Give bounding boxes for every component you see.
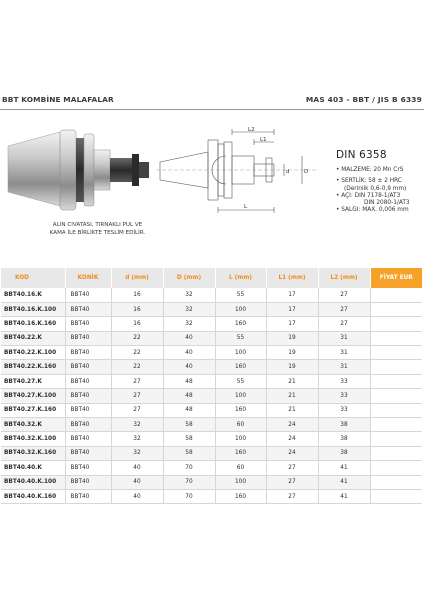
cell-fiyat <box>370 346 422 360</box>
cell-d: 22 <box>111 360 163 374</box>
tool-holder-illustration <box>0 128 156 212</box>
cell-d: 58 <box>163 418 215 432</box>
cell-d: 27 <box>111 403 163 417</box>
cell-d: 16 <box>111 302 163 316</box>
cell-l1: 27 <box>266 489 318 503</box>
catalog-header <box>0 95 424 109</box>
section-title: BBT KOMBİNE MALAFALAR <box>2 95 114 104</box>
cell-fiyat <box>370 432 422 446</box>
cell-l1: 27 <box>266 461 318 475</box>
cell-kod: BBT40.22.K <box>1 331 65 345</box>
cell-d: 32 <box>163 302 215 316</box>
cell-l: 60 <box>215 461 266 475</box>
cell-konik: BBT40 <box>65 317 111 331</box>
table-row <box>1 346 422 360</box>
cell-kod: BBT40.27.K.100 <box>1 389 65 403</box>
cell-l2: 31 <box>318 360 370 374</box>
cell-l1: 21 <box>266 389 318 403</box>
spec-block <box>336 149 424 215</box>
technical-drawing <box>156 126 334 216</box>
table-row <box>1 302 422 316</box>
cell-l: 60 <box>215 418 266 432</box>
cell-konik: BBT40 <box>65 403 111 417</box>
delivery-note <box>30 221 165 237</box>
cell-d: 32 <box>163 288 215 302</box>
spec-hardness: • SERTLİK: 58 ± 2 HRC <box>336 178 402 185</box>
cell-l: 160 <box>215 489 266 503</box>
table-row <box>1 389 422 403</box>
cell-l2: 41 <box>318 461 370 475</box>
cell-l1: 21 <box>266 374 318 388</box>
cell-l: 55 <box>215 331 266 345</box>
cell-l1: 24 <box>266 446 318 460</box>
spec-hardness-depth: (Derinlik 0,6-0,9 mm) <box>344 185 407 192</box>
cell-d: 22 <box>111 331 163 345</box>
cell-konik: BBT40 <box>65 346 111 360</box>
cell-l1: 24 <box>266 432 318 446</box>
table-row <box>1 489 422 503</box>
cell-fiyat <box>370 403 422 417</box>
cell-l2: 38 <box>318 418 370 432</box>
cell-konik: BBT40 <box>65 418 111 432</box>
cell-kod: BBT40.40.K <box>1 461 65 475</box>
standard-title: MAS 403 - BBT / JIS B 6339 <box>305 95 422 104</box>
cell-l2: 38 <box>318 446 370 460</box>
cell-fiyat <box>370 461 422 475</box>
cell-d: 70 <box>163 475 215 489</box>
cell-l: 160 <box>215 446 266 460</box>
cell-d: 48 <box>163 403 215 417</box>
cell-l2: 33 <box>318 389 370 403</box>
col-header-kod: KOD <box>1 268 65 288</box>
spec-angle-2: DIN 2080-1/AT3 <box>364 200 410 207</box>
cell-fiyat <box>370 389 422 403</box>
cell-l1: 27 <box>266 475 318 489</box>
cell-kod: BBT40.16.K.160 <box>1 317 65 331</box>
cell-kod: BBT40.27.K <box>1 374 65 388</box>
cell-d: 32 <box>111 432 163 446</box>
table-row <box>1 432 422 446</box>
cell-l1: 19 <box>266 360 318 374</box>
cell-l: 100 <box>215 302 266 316</box>
cell-d: 32 <box>163 317 215 331</box>
cell-d: 27 <box>111 374 163 388</box>
cell-l: 55 <box>215 374 266 388</box>
cell-d: 58 <box>163 432 215 446</box>
cell-kod: BBT40.32.K <box>1 418 65 432</box>
cell-kod: BBT40.40.K.100 <box>1 475 65 489</box>
cell-l1: 19 <box>266 346 318 360</box>
cell-kod: BBT40.22.K.100 <box>1 346 65 360</box>
cell-l: 160 <box>215 360 266 374</box>
spec-angle: • AÇI: DIN 7178-1/AT3 <box>336 192 401 199</box>
cell-l2: 31 <box>318 346 370 360</box>
cell-l2: 41 <box>318 489 370 503</box>
spec-material: • MALZEME: 20 Mn CrS <box>336 167 404 173</box>
cell-d: 40 <box>163 360 215 374</box>
cell-l: 100 <box>215 346 266 360</box>
delivery-note-line2: KAMA İLE BİRLİKTE TESLİM EDİLİR. <box>49 230 146 236</box>
cell-l: 160 <box>215 403 266 417</box>
cell-l1: 17 <box>266 302 318 316</box>
cell-d: 16 <box>111 288 163 302</box>
table-row <box>1 403 422 417</box>
cell-kod: BBT40.16.K <box>1 288 65 302</box>
table-row <box>1 288 422 302</box>
cell-d: 48 <box>163 389 215 403</box>
dim-label-big-d: D <box>304 169 309 175</box>
table-row <box>1 331 422 345</box>
cell-fiyat <box>370 360 422 374</box>
cell-fiyat <box>370 446 422 460</box>
cell-konik: BBT40 <box>65 446 111 460</box>
col-header-big-d: D (mm) <box>163 268 215 288</box>
spec-runout: • SALGI: MAX. 0,006 mm <box>336 207 409 214</box>
col-header-konik: KONİK <box>65 268 111 288</box>
cell-l1: 17 <box>266 317 318 331</box>
cell-konik: BBT40 <box>65 475 111 489</box>
cell-l2: 27 <box>318 302 370 316</box>
dim-label-l1: L1 <box>260 137 267 143</box>
cell-d: 70 <box>163 461 215 475</box>
delivery-note-line1: ALIN CIVATASI, TIRNAKLI PUL VE <box>52 222 143 228</box>
cell-l2: 27 <box>318 288 370 302</box>
cell-l: 160 <box>215 317 266 331</box>
table-row <box>1 317 422 331</box>
cell-d: 48 <box>163 374 215 388</box>
cell-kod: BBT40.27.K.160 <box>1 403 65 417</box>
header-divider <box>0 109 424 110</box>
cell-l2: 41 <box>318 475 370 489</box>
cell-d: 16 <box>111 317 163 331</box>
cell-d: 40 <box>111 475 163 489</box>
col-header-d: d (mm) <box>111 268 163 288</box>
dim-label-l2: L2 <box>248 127 255 133</box>
cell-l2: 27 <box>318 317 370 331</box>
cell-kod: BBT40.22.K.160 <box>1 360 65 374</box>
cell-fiyat <box>370 475 422 489</box>
cell-fiyat <box>370 331 422 345</box>
cell-d: 32 <box>111 446 163 460</box>
cell-fiyat <box>370 418 422 432</box>
cell-fiyat <box>370 317 422 331</box>
table-row <box>1 475 422 489</box>
cell-d: 40 <box>163 331 215 345</box>
cell-d: 22 <box>111 346 163 360</box>
cell-l: 55 <box>215 288 266 302</box>
cell-konik: BBT40 <box>65 331 111 345</box>
cell-kod: BBT40.40.K.160 <box>1 489 65 503</box>
cell-d: 27 <box>111 389 163 403</box>
col-header-fiyat: FİYAT EUR <box>370 268 422 288</box>
cell-konik: BBT40 <box>65 288 111 302</box>
table-row <box>1 374 422 388</box>
dim-label-l: L <box>244 204 248 210</box>
cell-l1: 24 <box>266 418 318 432</box>
cell-l2: 38 <box>318 432 370 446</box>
col-header-l: L (mm) <box>215 268 266 288</box>
cell-d: 32 <box>111 418 163 432</box>
table-header-row <box>1 268 422 288</box>
cell-l2: 33 <box>318 403 370 417</box>
cell-fiyat <box>370 489 422 503</box>
cell-d: 40 <box>111 489 163 503</box>
cell-konik: BBT40 <box>65 389 111 403</box>
table-row <box>1 446 422 460</box>
table-row <box>1 360 422 374</box>
cell-l: 100 <box>215 389 266 403</box>
cell-konik: BBT40 <box>65 360 111 374</box>
cell-l1: 21 <box>266 403 318 417</box>
cell-d: 40 <box>111 461 163 475</box>
cell-konik: BBT40 <box>65 302 111 316</box>
cell-kod: BBT40.32.K.100 <box>1 432 65 446</box>
cell-d: 40 <box>163 346 215 360</box>
cell-d: 58 <box>163 446 215 460</box>
cell-konik: BBT40 <box>65 374 111 388</box>
cell-kod: BBT40.16.K.100 <box>1 302 65 316</box>
cell-kod: BBT40.32.K.160 <box>1 446 65 460</box>
spec-title: DIN 6358 <box>336 149 387 161</box>
cell-l1: 17 <box>266 288 318 302</box>
cell-fiyat <box>370 288 422 302</box>
cell-fiyat <box>370 374 422 388</box>
product-table <box>1 268 422 504</box>
cell-konik: BBT40 <box>65 461 111 475</box>
col-header-l1: L1 (mm) <box>266 268 318 288</box>
cell-l2: 31 <box>318 331 370 345</box>
table-body <box>1 288 422 504</box>
cell-l: 100 <box>215 432 266 446</box>
cell-fiyat <box>370 302 422 316</box>
cell-l2: 33 <box>318 374 370 388</box>
cell-l: 100 <box>215 475 266 489</box>
cell-konik: BBT40 <box>65 489 111 503</box>
table-row <box>1 418 422 432</box>
dim-label-d: d <box>286 169 290 175</box>
cell-konik: BBT40 <box>65 432 111 446</box>
table-row <box>1 461 422 475</box>
col-header-l2: L2 (mm) <box>318 268 370 288</box>
cell-d: 70 <box>163 489 215 503</box>
cell-l1: 19 <box>266 331 318 345</box>
